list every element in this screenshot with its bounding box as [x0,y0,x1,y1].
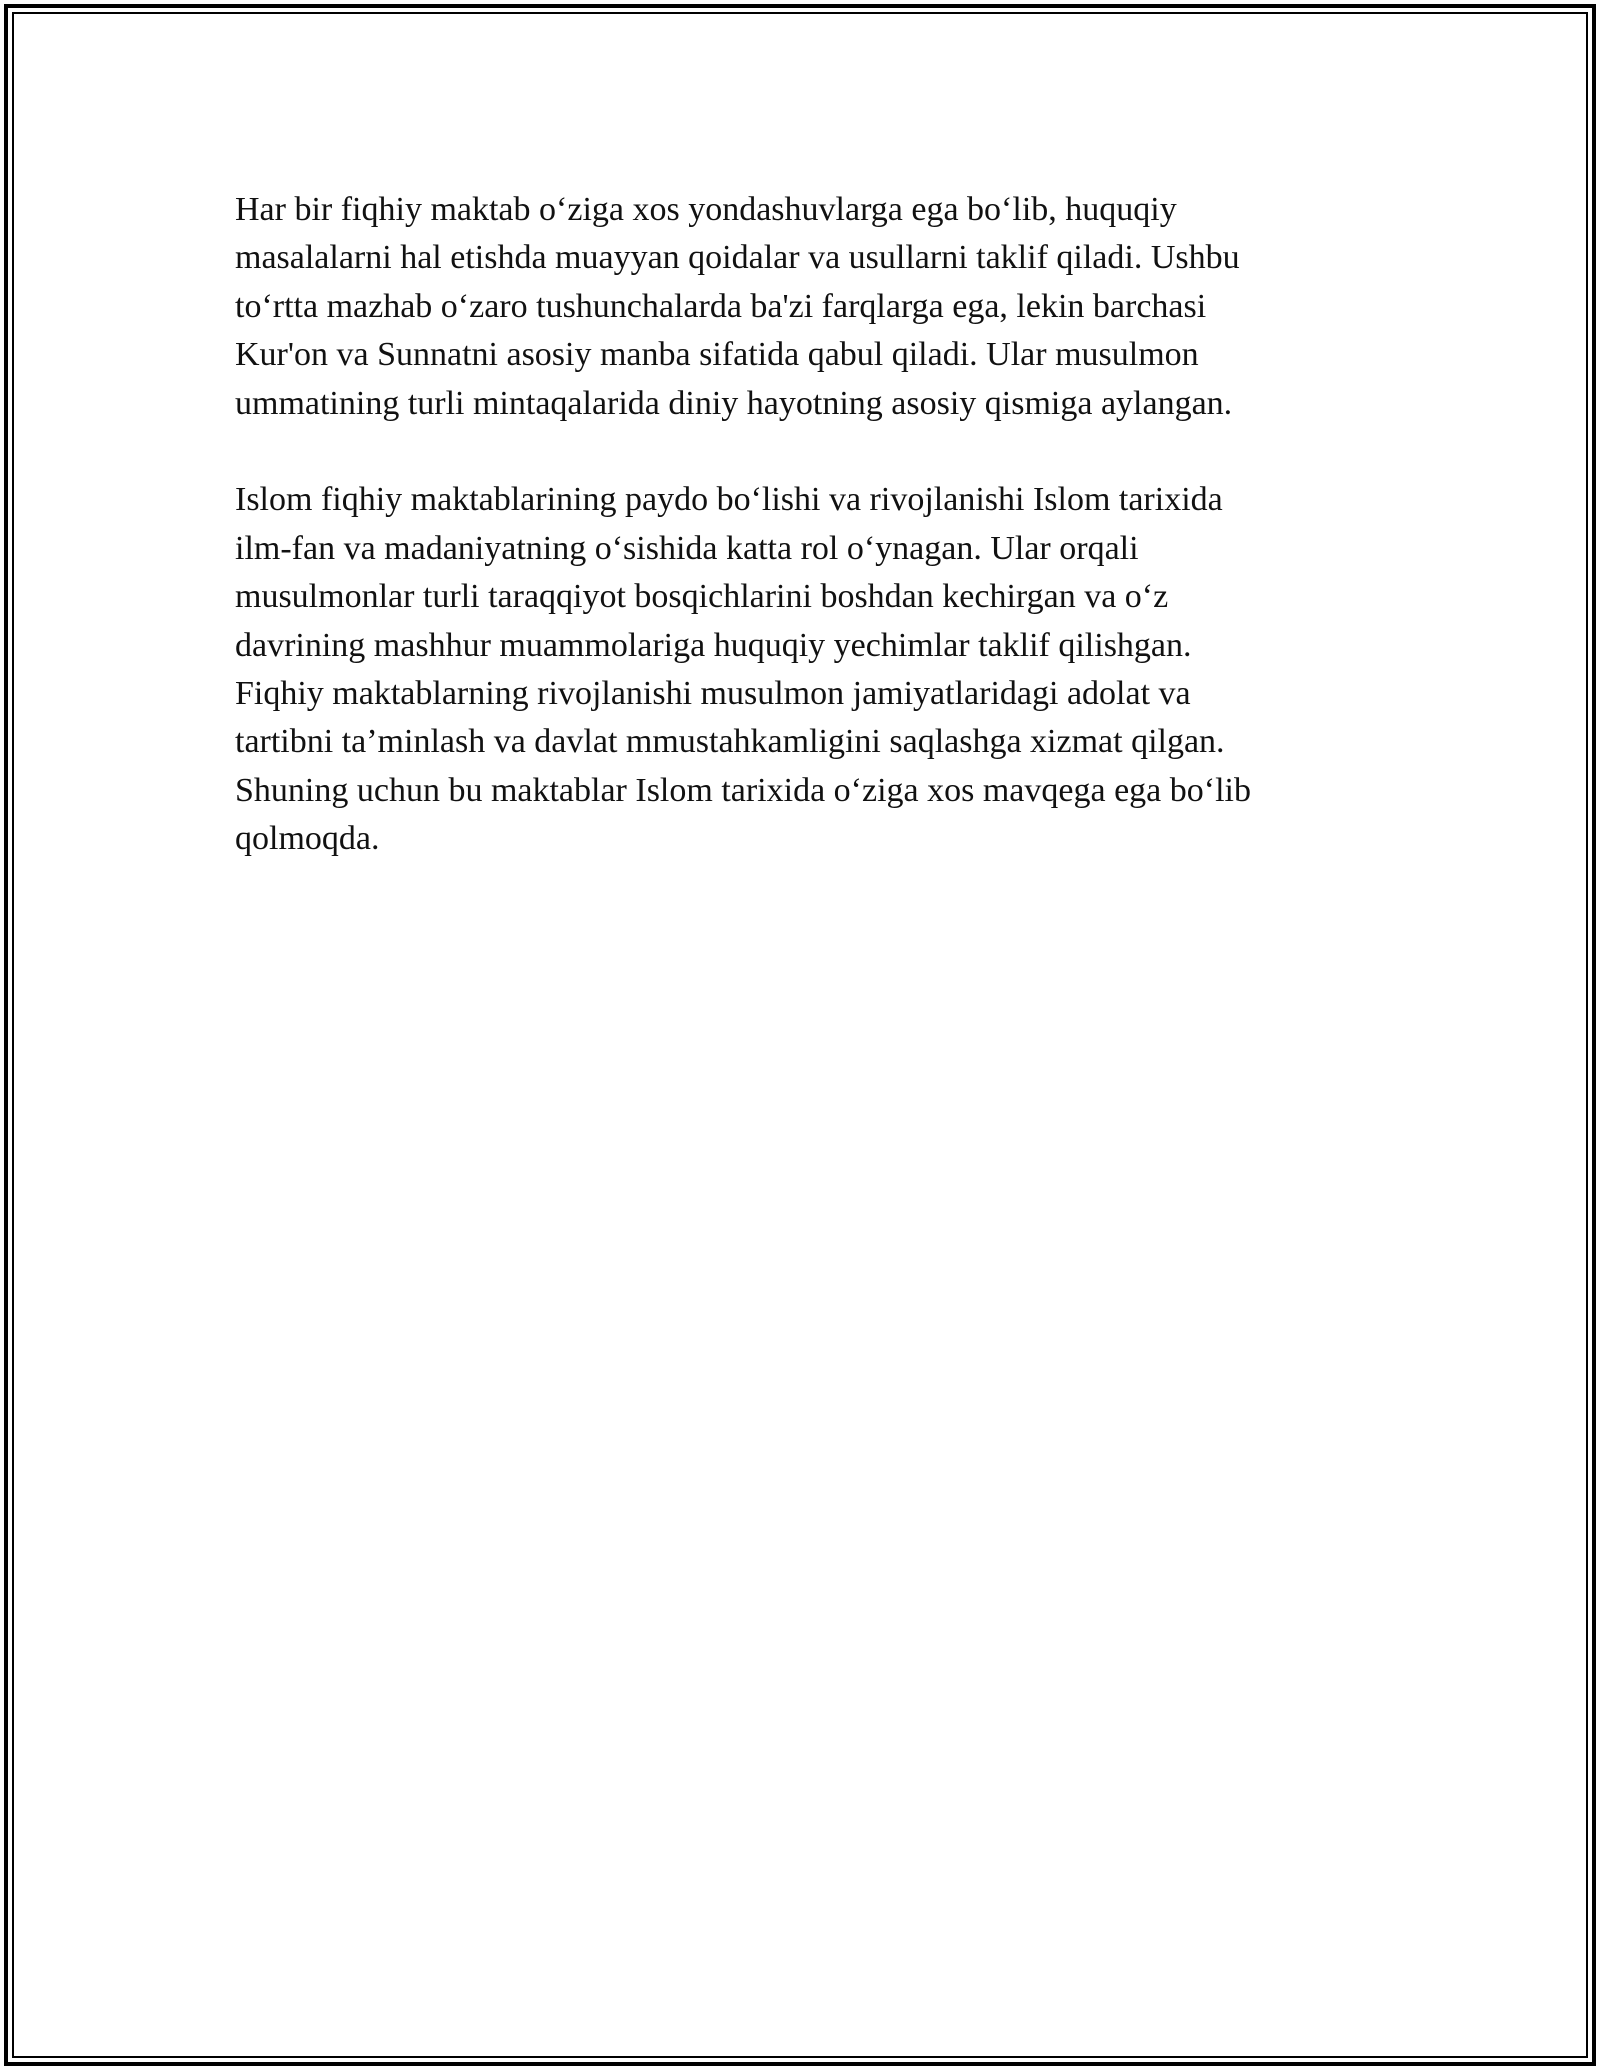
text-line: ilm-fan va madaniyatning o‘sishida katta rol o‘ynagan. Ular orqali [235,529,1139,567]
text-line: davrining mashhur muammolariga huquqiy yechimlar taklif qilishgan. [235,626,1192,664]
text-line: musulmonlar turli taraqqiyot bosqichlarini boshdan kechirgan va o‘z [235,578,1169,616]
text-line: tartibni ta’minlash va davlat mmustahkamligini saqlashga xizmat qilgan. [235,723,1225,761]
text-line: Fiqhiy maktablarning rivojlanishi musulmon jamiyatlaridagi adolat va [235,675,1191,713]
paragraph-spacer [235,428,1365,476]
text-line: Har bir fiqhiy maktab o‘ziga xos yondashuvlarga ega bo‘lib, huquqiy [235,191,1177,228]
text-line: qolmoqda. [235,820,380,858]
text-line: Kur'on va Sunnatni asosiy manba sifatida qabul qiladi. Ular musulmon [235,336,1199,374]
document-body [235,186,1365,864]
paragraph-2 [235,476,1365,863]
text-line: ummatining turli mintaqalarida diniy hayotning asosiy qismiga aylangan. [235,384,1233,422]
text-line: masalalarni hal etishda muayyan qoidalar va usullarni taklif qiladi. Ushbu [235,239,1240,277]
text-line: Islom fiqhiy maktablarining paydo bo‘lishi va rivojlanishi Islom tarixida [235,481,1223,519]
paragraph-1 [235,186,1365,428]
text-line: to‘rtta mazhab o‘zaro tushunchalarda ba'zi farqlarga ega, lekin barchasi [235,287,1207,325]
text-line: Shuning uchun bu maktablar Islom tarixida o‘ziga xos mavqega ega bo‘lib [235,771,1251,809]
